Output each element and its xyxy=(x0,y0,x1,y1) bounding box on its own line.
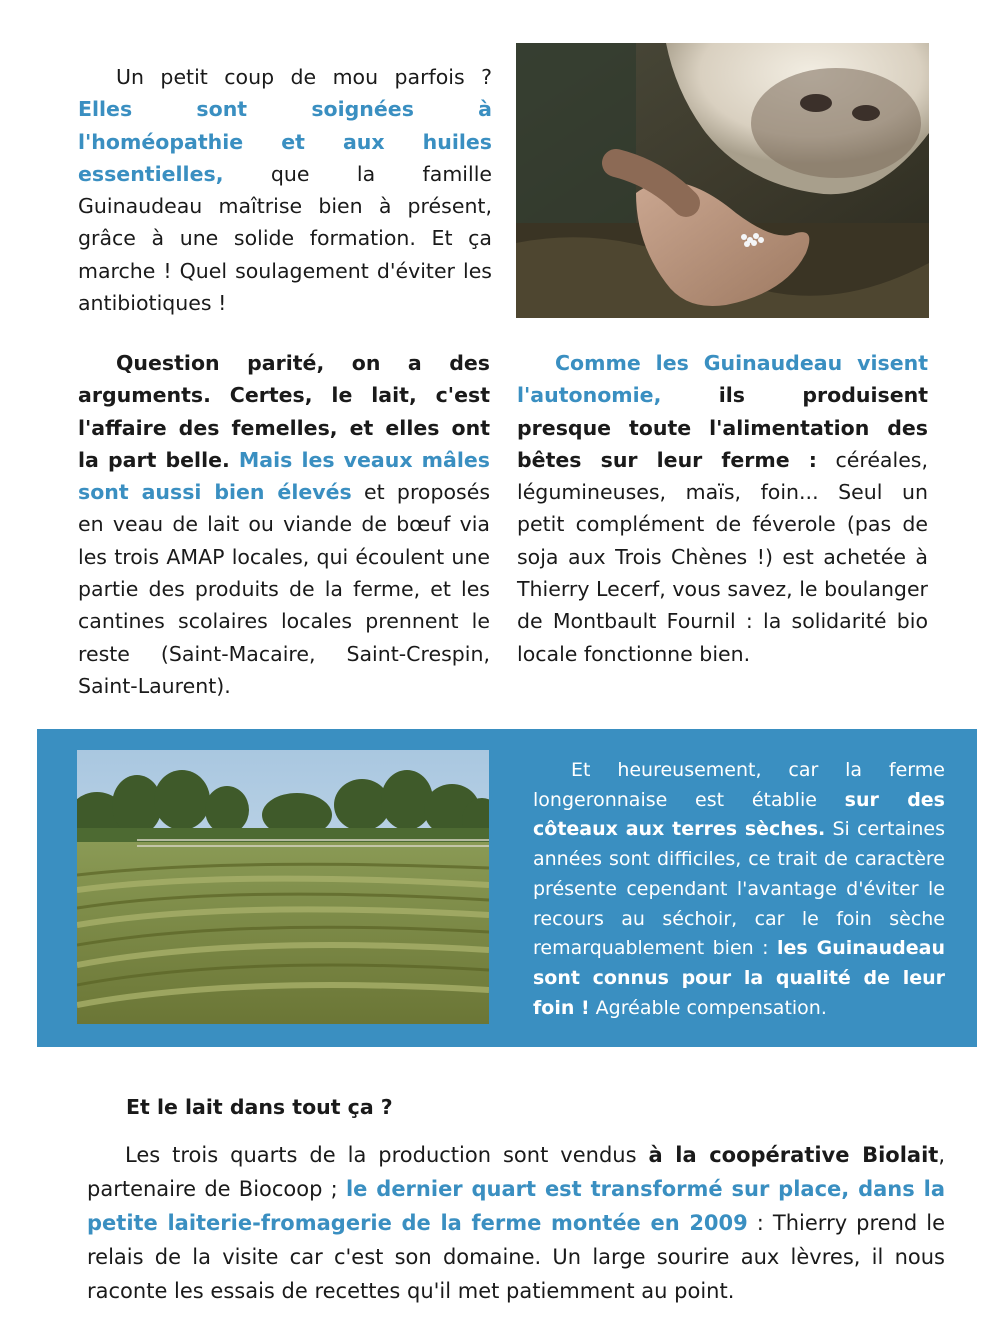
bold-text: sur des côteaux aux terres sèches. xyxy=(533,788,945,841)
photo-hay-field xyxy=(77,750,489,1024)
photo-hand-with-pills-and-cow xyxy=(516,43,929,318)
text: et proposés en veau de lait ou viande de bœuf via les trois AMAP locales, qui écoulent une partie des produits de la ferme, et les cantines scolaires locales prennent le reste (Saint-Macaire, Saint-Crespin, Saint-Laurent). xyxy=(78,480,490,698)
bold-text: à la coopérative Biolait xyxy=(648,1143,939,1167)
text: Si certaines années sont difficiles, ce trait de caractère présente cependant l'avantage d'éviter le recours au séchoir, car le foin sèche remarquablement bien : xyxy=(533,818,945,960)
highlight-text: le dernier quart est transformé sur place, dans la petite laiterie-fromagerie de la ferme montée en 2009 xyxy=(87,1177,945,1235)
bold-text: Question parité, on a des arguments. Certes, le lait, c'est l'affaire des femelles, et elles ont la part belle. xyxy=(78,351,490,472)
section-heading: Et le lait dans tout ça ? xyxy=(126,1095,393,1119)
bold-text: ils produisent presque toute l'alimentation des bêtes sur leur ferme : xyxy=(517,383,928,472)
text: Un petit coup de mou parfois ? xyxy=(116,65,492,89)
highlight-text: Elles sont soignées à l'homéopathie et aux huiles essentielles, xyxy=(78,97,492,186)
paragraph-hay-quality xyxy=(533,756,945,1023)
text: Les trois quarts de la production sont vendus xyxy=(125,1143,649,1167)
paragraph-homeopathy xyxy=(78,61,492,319)
highlight-text: Comme les Guinaudeau visent l'autonomie, xyxy=(517,351,928,408)
text: céréales, légumineuses, maïs, foin... Seul un petit complément de féverole (pas de soja aux Trois Chènes !) est achetée à Thierry Lecerf, vous savez, le boulanger de Montbault Fournil : la solidarité bio locale fonctionne bien. xyxy=(517,447,929,666)
text: Agréable compensation. xyxy=(589,996,827,1019)
text: que la famille Guinaudeau maîtrise bien à présent, grâce à une solide formation. Et ça marche ! Quel soulagement d'éviter les antibiotiques ! xyxy=(78,161,492,316)
paragraph-milk-production xyxy=(87,1138,945,1308)
text: : Thierry prend le relais de la visite car c'est son domaine. Un large sourire aux lèvres, il nous raconte les essais de recettes qu'il met patiemment au point. xyxy=(87,1211,946,1303)
paragraph-parity xyxy=(78,347,490,702)
text: Et heureusement, car la ferme longeronnaise est établie xyxy=(533,759,945,811)
highlight-text: Mais les veaux mâles sont aussi bien élevés xyxy=(78,447,491,505)
bold-text: les Guinaudeau sont connus pour la qualité de leur foin ! xyxy=(533,937,945,1019)
paragraph-autonomy xyxy=(517,347,928,670)
text: , partenaire de Biocoop ; xyxy=(87,1143,945,1201)
